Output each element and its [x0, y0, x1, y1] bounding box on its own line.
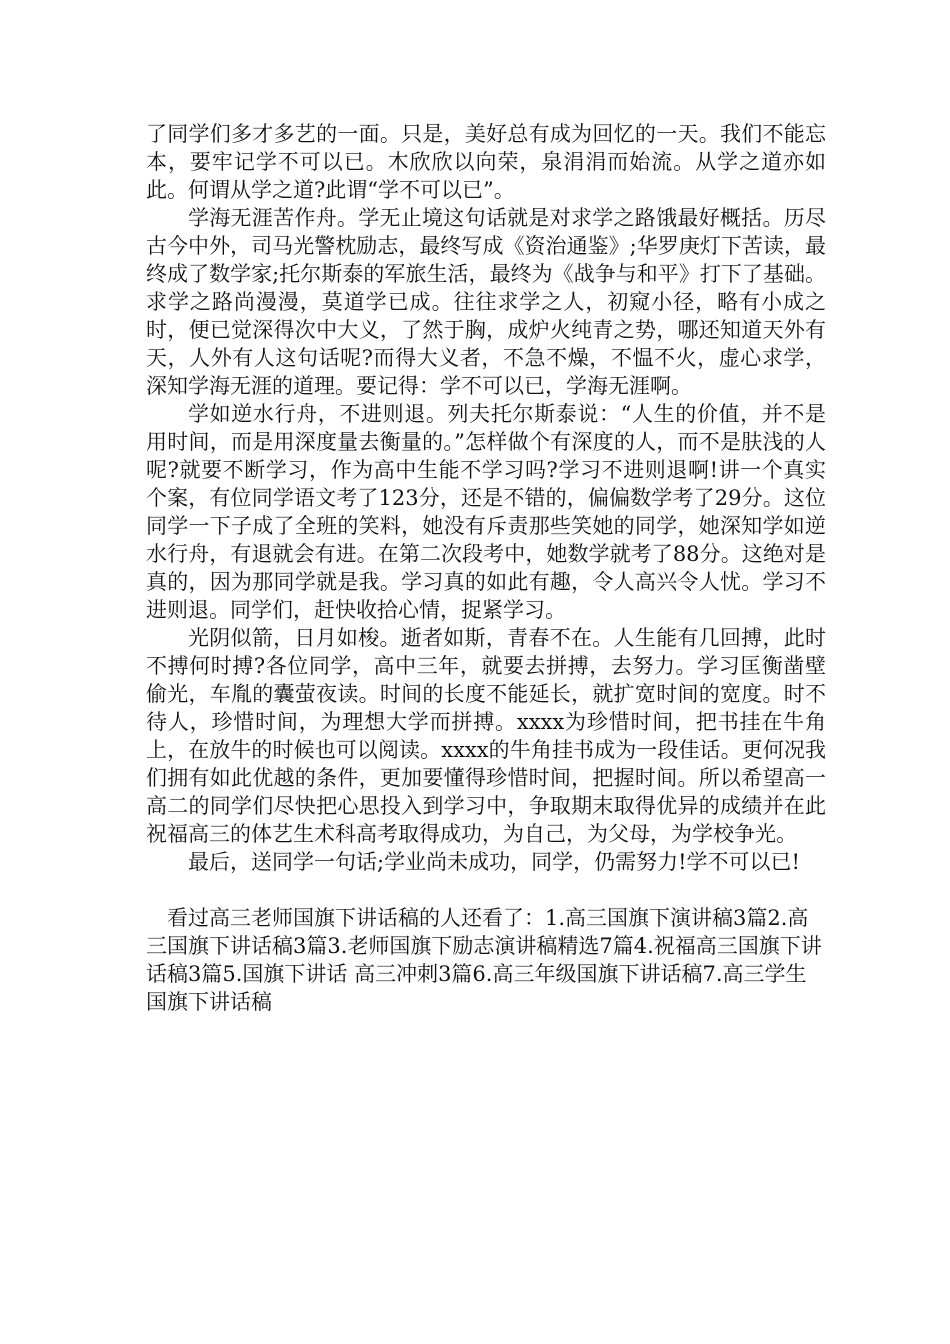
article-paragraph: 学海无涯苦作舟。学无止境这句话就是对求学之路饿最好概括。历尽古今中外，司马光警枕励志，最终写成《资治通鉴》;华罗庚灯下苦读，最终成了数学家;托尔斯泰的军旅生活，最终为《战争与和平》打下了基础。求学之路尚漫漫，莫道学已成。往往求学之人，初窥小径，略有小成之时，便已觉深得次中大义，了然于胸，成炉火纯青之势，哪还知道天外有天，人外有人这句话呢?而得大义者，不急不燥，不愠不火，虚心求学，深知学海无涯的道理。要记得：学不可以已，学海无涯啊。	[146, 206, 826, 398]
article-body	[146, 120, 826, 876]
article-paragraph: 了同学们多才多艺的一面。只是，美好总有成为回忆的一天。我们不能忘本，要牢记学不可以已。木欣欣以向荣，泉涓涓而始流。从学之道亦如此。何谓从学之道?此谓“学不可以已”。	[146, 122, 826, 202]
related-articles-text: 看过高三老师国旗下讲话稿的人还看了：1.高三国旗下演讲稿3篇2.高三国旗下讲话稿3篇3.老师国旗下励志演讲稿精选7篇4.祝福高三国旗下讲话稿3篇5.国旗下讲话 高三冲刺3篇6.高三年级国旗下讲话稿7.高三学生国旗下讲话稿	[146, 906, 822, 1014]
article-paragraph: 最后，送同学一句话;学业尚未成功，同学，仍需努力!学不可以已!	[188, 850, 800, 874]
article-paragraph: 学如逆水行舟，不进则退。列夫托尔斯泰说：“人生的价值，并不是用时间，而是用深度量去衡量的。”怎样做个有深度的人，而不是肤浅的人呢?就要不断学习，作为高中生能不学习吗?学习不进则退啊!讲一个真实个案，有位同学语文考了123分，还是不错的，偏偏数学考了29分。这位同学一下子成了全班的笑料，她没有斥责那些笑她的同学，她深知学如逆水行舟，有退就会有进。在第二次段考中，她数学就考了88分。这绝对是真的，因为那同学就是我。学习真的如此有趣，令人高兴令人忧。学习不进则退。同学们，赶快收拾心情，捉紧学习。	[146, 402, 826, 622]
article-paragraph: 光阴似箭，日月如梭。逝者如斯，青春不在。人生能有几回搏，此时不搏何时搏?各位同学，高中三年，就要去拼搏，去努力。学习匡衡凿壁偷光，车胤的囊萤夜读。时间的长度不能延长，就扩宽时间的宽度。时不待人，珍惜时间，为理想大学而拼搏。xxxx为珍惜时间，把书挂在牛角上，在放牛的时候也可以阅读。xxxx的牛角挂书成为一段佳话。更何况我们拥有如此优越的条件，更加要懂得珍惜时间，把握时间。所以希望高一高二的同学们尽快把心思投入到学习中，争取期末取得优异的成绩并在此祝福高三的体艺生术科高考取得成功，为自己，为父母，为学校争光。	[146, 626, 826, 846]
related-articles	[146, 904, 826, 1016]
document-page	[146, 120, 826, 1016]
